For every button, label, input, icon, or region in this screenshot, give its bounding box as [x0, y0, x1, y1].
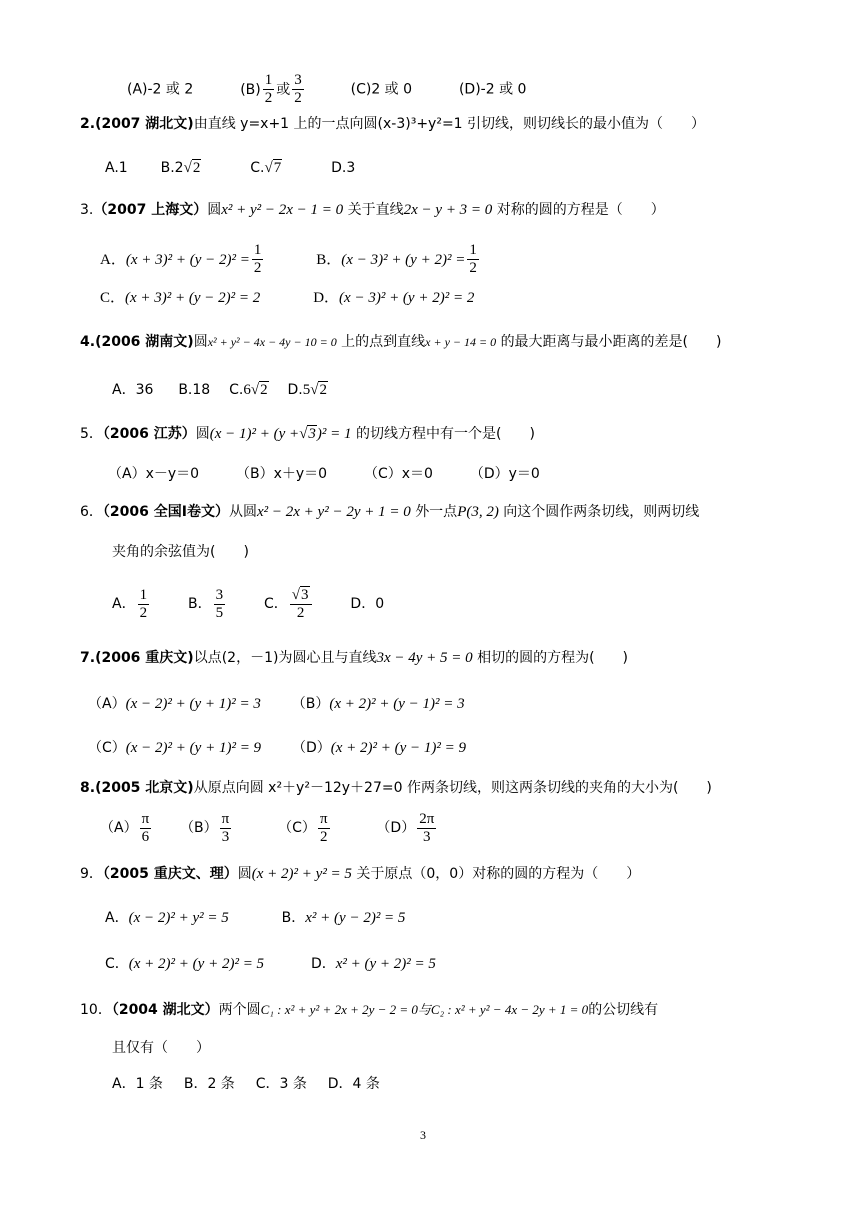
q5-options [108, 462, 540, 486]
q3-number: 3. [80, 202, 94, 218]
q10-circles-equation: C₁ : x² + y² + 2x + 2y − 2 = 0与C₂ : x² + y² − 4x − 2y + 1 = 0 [260, 1002, 589, 1017]
q8-number: 8. [80, 780, 96, 796]
q7-stem: 7.(2006 重庆文)以点(2，－1)为圆心且与直线3x − 4y + 5 = 0 相切的圆的方程为( ) [80, 650, 629, 666]
q9-option-b: B．x² + (y − 2)² = 5 [281, 910, 406, 926]
q2-text: 由直线 y=x+1 上的一点向圆(x-3)³+y²=1 引切线，则切线长的最小值为（ ） [193, 116, 706, 132]
q8-option-d: （D） $\frac{2\pi}{3}$ [376, 810, 435, 845]
q10-option-c: C．3 条 [255, 1076, 307, 1092]
q1-option-c: (C)2 或 0 [350, 81, 413, 98]
q7-line-equation: 3x − 4y + 5 = 0 [376, 650, 473, 666]
q5-option-d: （D）y＝0 [469, 466, 540, 482]
q10-source: （2004 湖北文） [111, 1002, 219, 1018]
q4-source: (2006 湖南文) [95, 334, 194, 350]
q8-options [100, 808, 438, 848]
q10-option-b: B．2 条 [183, 1076, 235, 1092]
q2-option-c: C.√7 [250, 160, 282, 176]
q6-number: 6． [80, 504, 103, 520]
q9-circle-equation: (x + 2)² + y² = 5 [251, 866, 352, 882]
q6-source: （2006 全国Ⅰ卷文） [102, 504, 229, 520]
q6-option-b: B． $\frac{3}{5}$ [187, 586, 224, 621]
q10-stem: 10．（2004 湖北文）两个圆C₁ : x² + y² + 2x + 2y − 2 = 0与C₂ : x² + y² − 4x − 2y + 1 = 0的公切线有 [80, 1002, 659, 1018]
q3-circle-equation: x² + y² − 2x − 1 = 0 [221, 202, 344, 218]
q4-circle-equation: x² + y² − 4x − 4y − 10 = 0 [207, 335, 337, 349]
q8-option-c: （C） $\frac{\pi}{2}$ [278, 810, 328, 845]
q6-stem: 6．（2006 全国Ⅰ卷文）从圆x² − 2x + y² − 2y + 1 = 0 外一点P(3, 2) 向这个圆作两条切线，则两切线 [80, 504, 700, 520]
q5-option-a: （A）x－y＝0 [108, 466, 200, 482]
q8-option-a: （A） $\frac{\pi}{6}$ [100, 810, 150, 845]
q8-option-b: （B） $\frac{\pi}{3}$ [180, 810, 230, 845]
q1-option-b: (B) $\frac{1}{2}$ 或 $\frac{3}{2}$ [240, 72, 302, 106]
q9-option-a: A．(x − 2)² + y² = 5 [105, 910, 229, 926]
q7-options-cd [88, 736, 466, 760]
q6-option-a: A． $\frac{1}{2}$ [112, 586, 148, 621]
q4-option-b: B.18 [178, 382, 211, 398]
q9-option-c: C．(x + 2)² + (y + 2)² = 5 [105, 956, 265, 972]
q6-circle-equation: x² − 2x + y² − 2y + 1 = 0 [256, 504, 411, 520]
q7-number: 7. [80, 650, 96, 666]
q6-option-d: D．0 [350, 596, 385, 612]
q9-options-cd [105, 952, 436, 976]
q5-circle-equation: (x − 1)² + (y +√3)² = 1 [209, 426, 352, 442]
q6-options [112, 584, 384, 624]
q10-option-d: D．4 条 [327, 1076, 380, 1092]
q3-source: （2007 上海文） [93, 202, 208, 218]
q10-stem-line2: 且仅有（ ） [112, 1040, 210, 1056]
q1-option-a: (A)-2 或 2 [127, 81, 194, 98]
q3-stem: 3.（2007 上海文）圆x² + y² − 2x − 1 = 0 关于直线2x − y + 3 = 0 对称的圆的方程是（ ） [80, 202, 665, 218]
q4-number: 4. [80, 334, 96, 350]
q8-source: (2005 北京文) [95, 780, 194, 796]
q10-options [112, 1072, 380, 1096]
q5-source: （2006 江苏） [102, 426, 196, 442]
q4-line-equation: x + y − 14 = 0 [425, 335, 497, 349]
q5-option-b: （B）x＋y＝0 [235, 466, 328, 482]
q2-stem [80, 112, 705, 136]
q9-stem: 9．（2005 重庆文、理）圆(x + 2)² + y² = 5 关于原点（0，0）对称的圆的方程为（ ） [80, 866, 641, 882]
q3-option-b: B．(x − 3)² + (y + 2)² = $\frac{1}{2}$ [316, 242, 477, 276]
q9-options-ab [105, 906, 405, 930]
q7-option-d: （D）(x + 2)² + (y − 1)² = 9 [291, 740, 467, 756]
q7-option-c: （C）(x − 2)² + (y + 1)² = 9 [88, 740, 262, 756]
q2-option-b: B.2√2 [160, 160, 201, 176]
q9-number: 9． [80, 866, 103, 882]
q4-option-d: D.5√2 [287, 382, 327, 398]
q4-option-a: A．36 [112, 382, 154, 398]
q3-option-a: A．(x + 3)² + (y − 2)² = $\frac{1}{2}$ [100, 242, 262, 276]
q2-number: 2. [80, 116, 96, 132]
q9-source: （2005 重庆文、理） [102, 866, 238, 882]
q4-option-c: C.6√2 [229, 382, 268, 398]
q2-options [105, 156, 355, 180]
q10-number: 10． [80, 1002, 112, 1018]
q1-options [127, 72, 527, 106]
q2-option-d: D.3 [331, 160, 356, 176]
q5-number: 5． [80, 426, 103, 442]
q7-source: (2006 重庆文) [95, 650, 194, 666]
q9-option-d: D．x² + (y + 2)² = 5 [310, 956, 436, 972]
q1-option-d: (D)-2 或 0 [458, 81, 527, 98]
q5-stem: 5．（2006 江苏）圆(x − 1)² + (y +√3)² = 1 的切线方程中有一个是( ) [80, 426, 535, 442]
q3-options-cd [100, 286, 474, 310]
q2-source: (2007 湖北文) [95, 116, 194, 132]
page-number: 3 [420, 1128, 426, 1142]
q7-option-a: （A）(x − 2)² + (y + 1)² = 3 [88, 696, 261, 712]
q6-option-c: C． $\frac{√3}{2}$ [264, 596, 314, 612]
q4-stem: 4.(2006 湖南文)圆x² + y² − 4x − 4y − 10 = 0 上的点到直线x + y − 14 = 0 的最大距离与最小距离的差是( ) [80, 334, 722, 350]
q3-option-c: C．(x + 3)² + (y − 2)² = 2 [100, 290, 261, 306]
q8-text: 从原点向圆 x²＋y²－12y＋27=0 作两条切线，则这两条切线的夹角的大小为( ) [193, 780, 712, 796]
q4-options [112, 378, 328, 402]
q3-line-equation: 2x − y + 3 = 0 [403, 202, 493, 218]
q3-options-ab [100, 242, 481, 276]
q7-options-ab [88, 692, 465, 716]
q6-stem-line2: 夹角的余弦值为( ) [112, 544, 249, 560]
q8-stem [80, 776, 712, 800]
q6-point: P(3, 2) [457, 504, 499, 520]
q7-option-b: （B）(x + 2)² + (y − 1)² = 3 [291, 696, 465, 712]
q3-option-d: D．(x − 3)² + (y + 2)² = 2 [313, 290, 475, 306]
q2-option-a: A.1 [105, 160, 128, 176]
q5-option-c: （C）x＝0 [363, 466, 433, 482]
q10-option-a: A．1 条 [112, 1076, 163, 1092]
